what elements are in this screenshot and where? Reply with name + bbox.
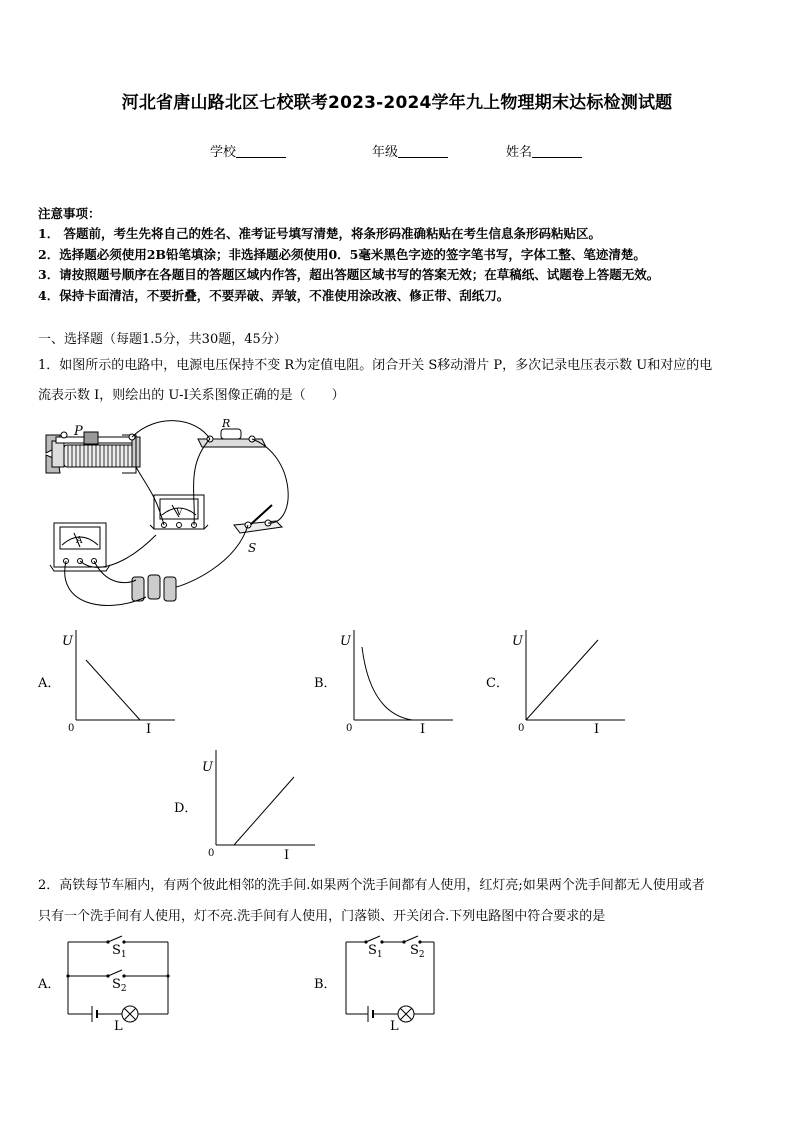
axis-u-label: U bbox=[202, 760, 213, 775]
q1-option-d-graph[interactable] bbox=[200, 745, 320, 863]
axis-i-label: I bbox=[594, 722, 600, 737]
axis-u-label: U bbox=[512, 634, 523, 649]
circuit-figure bbox=[36, 415, 336, 615]
page-title: 河北省唐山路北区七校联考2023-2024学年九上物理期末达标检测试题 bbox=[121, 93, 673, 113]
slider-label: P bbox=[74, 424, 83, 439]
ammeter bbox=[50, 523, 110, 571]
battery-pack bbox=[132, 575, 176, 601]
axis-i-label: I bbox=[284, 848, 290, 863]
q2-option-b-letter[interactable]: B． bbox=[314, 977, 337, 992]
lamp-label: L bbox=[390, 1019, 399, 1034]
q1-option-c-graph[interactable] bbox=[510, 625, 630, 740]
switch-label: S bbox=[248, 541, 257, 555]
section-heading: 一、选择题（每题1.5分，共30题，45分） bbox=[38, 332, 287, 347]
grade-label: 年级 bbox=[372, 145, 399, 160]
axis-i-label: I bbox=[420, 722, 426, 737]
notice-item: 2．选择题必须使用2B铅笔填涂；非选择题必须使用0．5毫米黑色字迹的签字笔书写，字体工整、笔迹清楚。 bbox=[38, 247, 646, 262]
origin-label: 0 bbox=[68, 723, 75, 734]
ammeter-label: A bbox=[76, 536, 83, 546]
voltmeter-label: V bbox=[176, 508, 183, 518]
switch-s2-label: $S_2$ bbox=[410, 943, 425, 960]
q1-option-d-letter[interactable]: D． bbox=[174, 801, 198, 816]
lamp-label: L bbox=[114, 1019, 123, 1034]
q1-option-b-letter[interactable]: B． bbox=[314, 676, 337, 691]
school-label: 学校 bbox=[210, 145, 237, 160]
question-2-line-2: 只有一个洗手间有人使用，灯不亮.洗手间有人使用，门落锁、开关闭合.下列电路图中符合要求的是 bbox=[38, 909, 606, 924]
name-field[interactable] bbox=[506, 141, 582, 160]
q1-option-a-letter[interactable]: A． bbox=[38, 676, 61, 691]
origin-label: 0 bbox=[346, 723, 353, 734]
switch-s1-label: $S_1$ bbox=[368, 943, 383, 960]
q1-option-a-graph[interactable] bbox=[60, 625, 180, 740]
question-1-line-1: 1．如图所示的电路中，电源电压保持不变 R为定值电阻。闭合开关 S移动滑片 P，多次记录电压表示数 U和对应的电 bbox=[38, 358, 713, 373]
origin-label: 0 bbox=[208, 848, 215, 859]
origin-label: 0 bbox=[518, 723, 525, 734]
school-field[interactable] bbox=[210, 141, 286, 160]
notice-item: 4．保持卡面清洁，不要折叠，不要弄破、弄皱，不准使用涂改液、修正带、刮纸刀。 bbox=[38, 288, 510, 303]
q2-option-a-circuit[interactable] bbox=[60, 934, 180, 1034]
resistor-label: R bbox=[222, 417, 231, 430]
grade-field[interactable] bbox=[372, 141, 448, 160]
name-label: 姓名 bbox=[506, 145, 533, 160]
q1-option-c-letter[interactable]: C． bbox=[486, 676, 509, 691]
question-1-line-2: 流表示数 I，则绘出的 U-I关系图像正确的是（ ） bbox=[38, 388, 345, 403]
switch-s1-label: $S_1$ bbox=[112, 943, 127, 960]
switch-s2-label: $S_2$ bbox=[112, 977, 127, 994]
question-2-line-1: 2．高铁每节车厢内，有两个彼此相邻的洗手间.如果两个洗手间都有人使用，红灯亮;如果两个洗手间都无人使用或者 bbox=[38, 878, 705, 893]
notice-heading: 注意事项： bbox=[38, 206, 101, 221]
axis-u-label: U bbox=[62, 634, 73, 649]
q2-option-b-circuit[interactable] bbox=[338, 934, 448, 1034]
resistor-r bbox=[198, 429, 266, 447]
axis-i-label: I bbox=[146, 722, 152, 737]
axis-u-label: U bbox=[340, 634, 351, 649]
q1-option-b-graph[interactable] bbox=[338, 625, 458, 740]
notice-item: 1． 答题前，考生先将自己的姓名、准考证号填写清楚，将条形码准确粘贴在考生信息条形码粘贴区。 bbox=[38, 226, 602, 241]
switch-s bbox=[234, 505, 282, 533]
q2-option-a-letter[interactable]: A． bbox=[38, 977, 61, 992]
rheostat bbox=[46, 432, 140, 473]
notice-item: 3．请按照题号顺序在各题目的答题区域内作答，超出答题区域书写的答案无效；在草稿纸、试题卷上答题无效。 bbox=[38, 267, 660, 282]
